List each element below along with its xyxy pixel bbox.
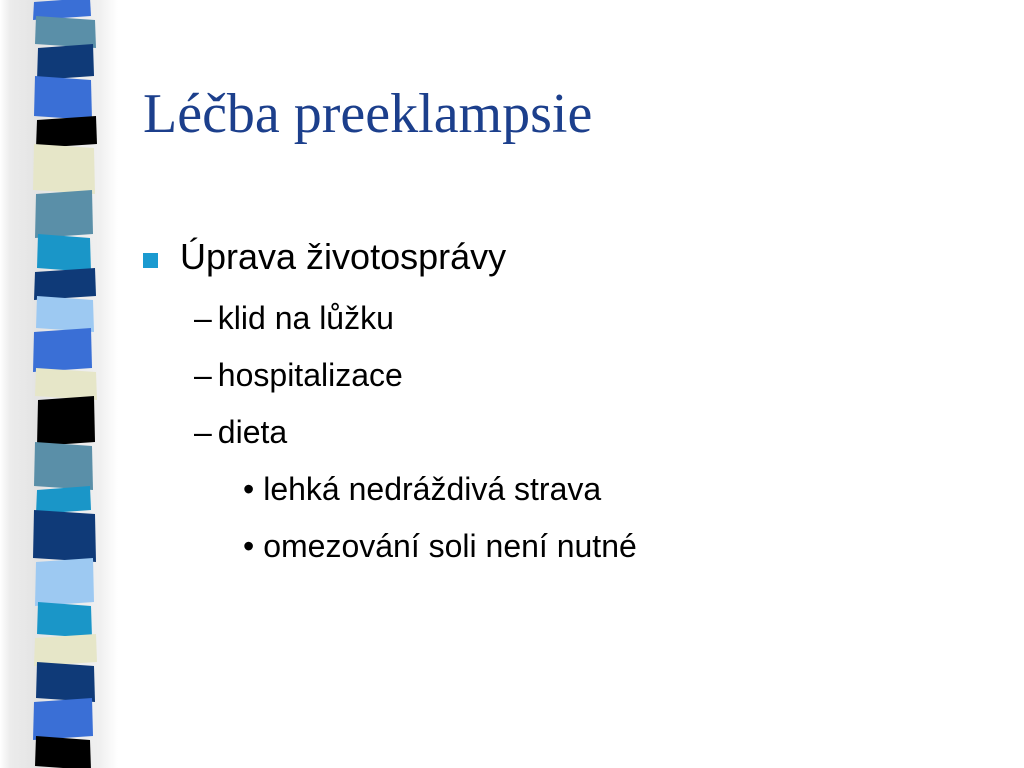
bullet-level3-light-food [243, 469, 601, 509]
bullet-level1-lifestyle [143, 233, 506, 281]
bullet-text: Úprava životosprávy [180, 236, 507, 277]
bullet-text: lehká nedráždivá strava [263, 470, 602, 507]
bullet-level3-salt [243, 526, 637, 566]
bullet-text: klid na lůžku [217, 299, 394, 336]
bullet-level2-hospitalization [194, 355, 403, 395]
dot-marker: • [243, 470, 255, 507]
dot-marker: • [243, 527, 255, 564]
dash-marker: – [194, 413, 212, 450]
dash-marker: – [194, 299, 212, 336]
bullet-level2-diet [194, 412, 287, 452]
bullet-text: omezování soli není nutné [263, 527, 637, 564]
slide-title: Léčba preeklampsie [143, 83, 593, 145]
bullet-text: dieta [217, 413, 288, 450]
dash-marker: – [194, 356, 212, 393]
bullet-text: hospitalizace [217, 356, 403, 393]
square-bullet-icon [143, 253, 158, 268]
bullet-level2-bed-rest [194, 298, 394, 338]
